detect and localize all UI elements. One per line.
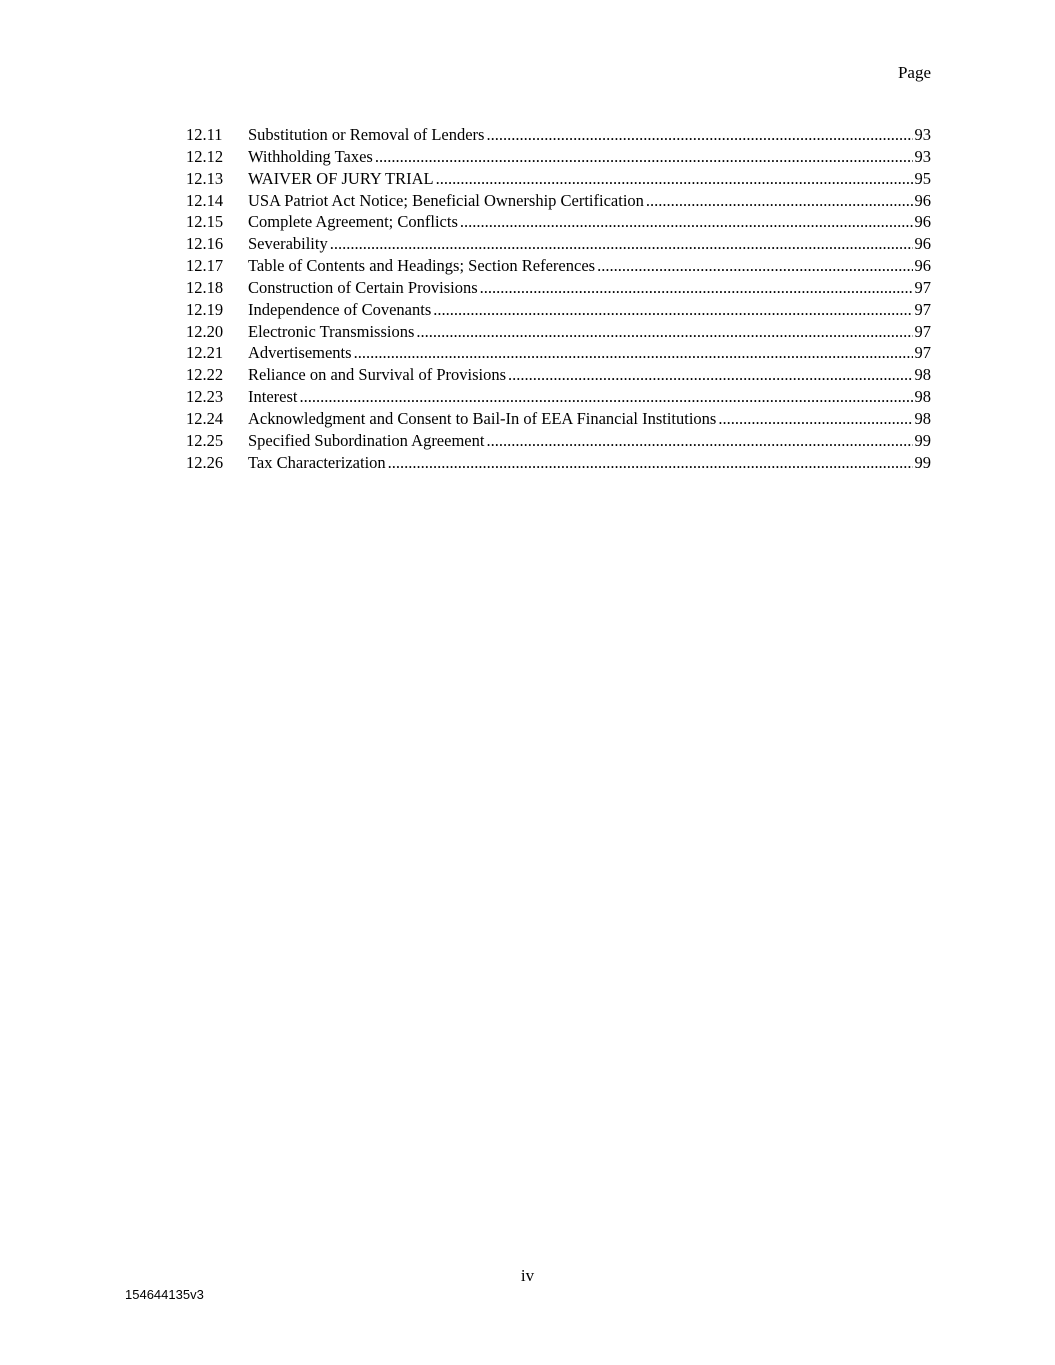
toc-entry-number: 12.26 [186, 452, 224, 472]
toc-entry [186, 124, 931, 146]
toc-dot-leader [486, 430, 912, 452]
toc-entry [186, 408, 931, 430]
toc-entry [186, 190, 931, 212]
toc-entry-number: 12.11 [186, 125, 223, 144]
toc-entry-title: Substitution or Removal of Lenders [248, 125, 485, 144]
toc-entry-page: 98 [914, 408, 931, 428]
toc-entry-page: 98 [914, 387, 931, 407]
toc-entry [186, 386, 931, 408]
toc-dot-leader [375, 146, 913, 168]
toc-entry [186, 277, 931, 299]
toc-entry-number: 12.17 [186, 256, 224, 276]
toc-entry-title: Specified Subordination Agreement [248, 430, 485, 450]
page-column-heading: Page [897, 63, 931, 82]
toc-entry [186, 321, 931, 343]
toc-entry-number: 12.24 [186, 408, 224, 428]
toc-entry-number: 12.14 [186, 190, 224, 210]
toc-dot-leader [354, 342, 913, 364]
toc-entry [186, 364, 931, 386]
toc-entry-title: Withholding Taxes [248, 146, 373, 166]
toc-entry-title: Independence of Covenants [248, 299, 432, 319]
toc-dot-leader [433, 299, 912, 321]
toc-entry-page: 96 [914, 256, 931, 276]
toc-dot-leader [597, 255, 912, 277]
toc-dot-leader [416, 321, 912, 343]
toc-entry [186, 146, 931, 168]
toc-entry-number: 12.19 [186, 299, 224, 319]
toc-dot-leader [330, 233, 913, 255]
table-of-contents [186, 124, 931, 474]
toc-entry [186, 342, 931, 364]
toc-entry-title: Reliance on and Survival of Provisions [248, 365, 507, 385]
document-id: 154644135v3 [125, 1287, 204, 1302]
toc-entry-number: 12.20 [186, 321, 224, 341]
toc-entry-title: Acknowledgment and Consent to Bail-In of EEA Financial Institutions [248, 408, 717, 428]
toc-dot-leader [460, 211, 913, 233]
toc-entry [186, 168, 931, 190]
toc-entry-page: 93 [914, 125, 931, 144]
toc-dot-leader [388, 452, 913, 474]
toc-entry-page: 97 [914, 343, 931, 363]
toc-entry-page: 98 [914, 365, 931, 385]
toc-dot-leader [646, 190, 913, 212]
toc-entry-page: 97 [914, 277, 931, 297]
toc-entry [186, 430, 931, 452]
toc-entry-number: 12.23 [186, 387, 224, 407]
toc-entry-page: 99 [914, 430, 931, 450]
toc-entry-number: 12.18 [186, 277, 224, 297]
toc-entry-page: 96 [914, 190, 931, 210]
toc-entry-page: 96 [914, 234, 931, 254]
toc-entry-page: 93 [914, 146, 931, 166]
toc-entry-page: 97 [914, 299, 931, 319]
toc-entry-number: 12.16 [186, 234, 224, 254]
toc-dot-leader [299, 386, 912, 408]
toc-entry-number: 12.13 [186, 168, 224, 188]
toc-entry [186, 452, 931, 474]
toc-entry [186, 255, 931, 277]
toc-entry-number: 12.21 [186, 343, 224, 363]
toc-dot-leader [486, 124, 912, 146]
toc-entry-number: 12.15 [186, 212, 224, 232]
toc-entry-page: 97 [914, 321, 931, 341]
toc-entry-title: Complete Agreement; Conflicts [248, 212, 458, 232]
toc-entry-title: Advertisements [248, 343, 352, 363]
toc-dot-leader [436, 168, 913, 190]
toc-dot-leader [718, 408, 912, 430]
toc-entry-title: Electronic Transmissions [248, 321, 415, 341]
toc-entry-title: USA Patriot Act Notice; Beneficial Ownership Certification [248, 190, 644, 210]
toc-dot-leader [480, 277, 913, 299]
toc-entry-title: Severability [248, 234, 328, 254]
toc-entry [186, 211, 931, 233]
toc-entry-number: 12.12 [186, 146, 224, 166]
toc-entry-number: 12.22 [186, 365, 224, 385]
toc-entry-title: Tax Characterization [248, 452, 386, 472]
toc-entry [186, 233, 931, 255]
toc-entry-title: Interest [248, 387, 298, 407]
toc-entry [186, 299, 931, 321]
toc-entry-page: 95 [914, 168, 931, 188]
toc-entry-page: 99 [914, 452, 931, 472]
toc-entry-page: 96 [914, 212, 931, 232]
page-number: iv [520, 1266, 535, 1285]
toc-entry-title: Table of Contents and Headings; Section References [248, 256, 596, 276]
toc-entry-title: WAIVER OF JURY TRIAL [248, 168, 434, 188]
toc-entry-number: 12.25 [186, 430, 224, 450]
toc-entry-title: Construction of Certain Provisions [248, 277, 478, 297]
toc-dot-leader [508, 364, 912, 386]
